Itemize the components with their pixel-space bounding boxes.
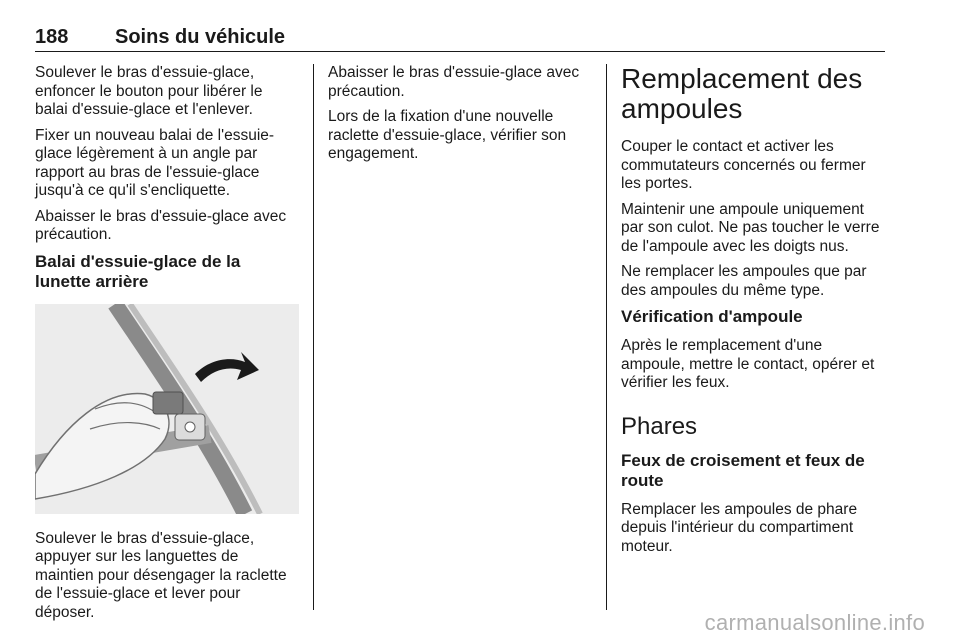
paragraph: Fixer un nouveau balai de l'essuie-glace légèrement à un angle par rapport au bras de l'essuie-glace jusqu'à ce qu'il s'encliquette.: [35, 126, 275, 199]
watermark: carmanualsonline.info: [704, 610, 925, 635]
rear-wiper-illustration: [35, 304, 299, 514]
running-title: Soins du véhicule: [115, 26, 286, 48]
section-heading-rear-wiper: Balai d'essuie-glace de la lunette arrière: [35, 251, 241, 291]
paragraph: Lors de la fixation d'une nouvelle raclette d'essuie-glace, vérifier son engagement.: [328, 108, 567, 162]
paragraph: Couper le contact et activer les commutateurs concernés ou fermer les portes.: [621, 138, 866, 192]
wiper-hand-drawing: [35, 304, 299, 514]
column-rule: [313, 64, 314, 610]
paragraph: Soulever le bras d'essuie-glace, appuyer sur les languettes de maintien pour désengager la raclette de l'essuie-glace et lever pour déposer.: [35, 529, 287, 621]
page-number: 188: [35, 26, 69, 48]
column-rule: [606, 64, 607, 610]
paragraph: Ne remplacer les ampoules que par des ampoules du même type.: [621, 263, 867, 299]
paragraph: Après le remplacement d'une ampoule, mettre le contact, opérer et vérifier les feux.: [621, 337, 875, 391]
subsection-heading-beams: Feux de croisement et feux de route: [621, 450, 865, 490]
paragraph: Soulever le bras d'essuie-glace, enfoncer le bouton pour libérer le balai d'essuie-glace et l'enlever.: [35, 64, 263, 118]
page-header: [35, 26, 885, 52]
section-heading-bulb-check: Vérification d'ampoule: [621, 307, 803, 326]
paragraph: Maintenir une ampoule uniquement par son culot. Ne pas toucher le verre de l'ampoule avec les doigts nus.: [621, 200, 880, 255]
paragraph: Remplacer les ampoules de phare depuis l'intérieur du compartiment moteur.: [621, 500, 858, 555]
section-heading-headlights: Phares: [621, 412, 698, 440]
paragraph: Abaisser le bras d'essuie-glace avec précaution.: [35, 207, 287, 243]
column-2: [328, 64, 592, 171]
header-rule: [35, 51, 885, 52]
column-3: [621, 64, 887, 563]
paragraph: Abaisser le bras d'essuie-glace avec précaution.: [328, 64, 580, 100]
column-1: [35, 64, 299, 629]
main-heading: Remplacement des ampoules: [621, 63, 863, 124]
